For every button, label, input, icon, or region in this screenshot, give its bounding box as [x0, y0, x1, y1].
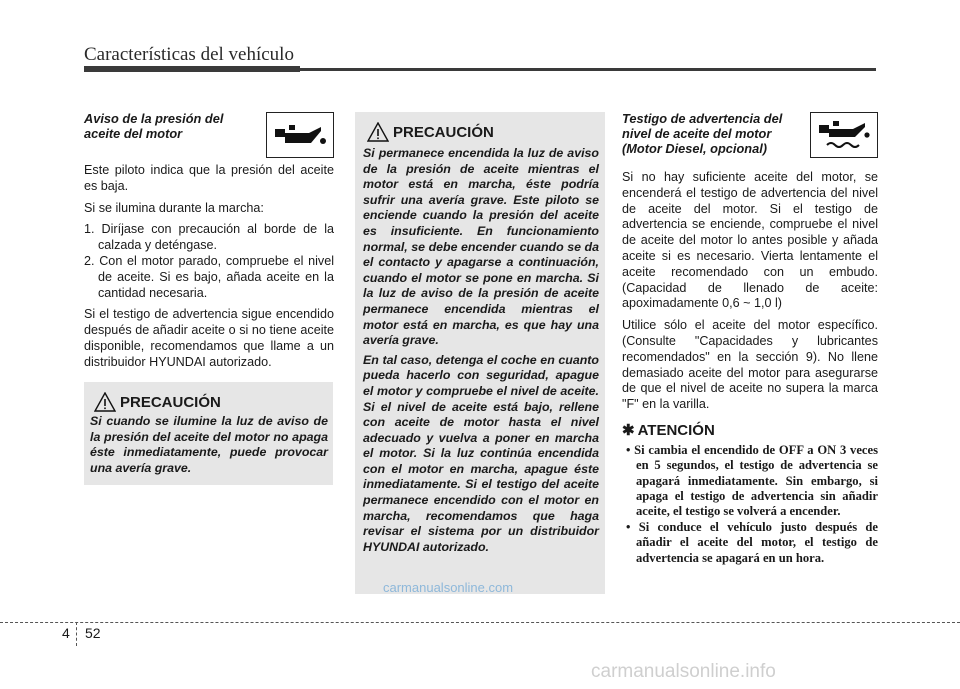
oil-level-description: Si no hay suficiente aceite del motor, se encenderá el testigo de advertencia del nivel de aceite del motor. Si el testigo de advertencia se enciende, compruebe el nivel de aceite del motor lo antes posible y añada aceite si es necesario. Vierta lentamente el aceite recomendado con un embudo. (Capacidad de llenado de aceite: apoximadamente 0,6 ~ 1,0 l): [622, 170, 878, 311]
watermark-center: carmanualsonline.com: [383, 580, 514, 595]
atencion-star-icon: ✱: [622, 421, 635, 439]
oil-level-icon: [810, 112, 878, 158]
warning-triangle-icon: [94, 392, 116, 412]
oil-pressure-title: Aviso de la presión del aceite del motor: [84, 111, 224, 141]
page-divider: [76, 622, 77, 646]
oil-pressure-icon: [266, 112, 334, 158]
page-number: 52: [85, 625, 101, 641]
list-item: 2. Con el motor parado, compruebe el nivel de aceite. Si es bajo, añada aceite en la cantidad necesaria.: [84, 253, 334, 300]
caution-text: [363, 146, 599, 559]
caution-paragraph: Si permanece encendida la luz de aviso de la presión de aceite mientras el motor está en marcha, éste podría sufrir una avería grave. Este piloto se enciende cuando la presión del aceite es insuficiente. En funcionamiento normal, se debe encender cuando se da el contacto y apagarse a continuación, cuando el motor se pone en marcha. Si la luz de aviso de la presión de aceite permanece encendida mientras el motor está en marcha, es que hay una avería grave.: [363, 146, 599, 348]
watermark-bottom: carmanualsonline.info: [591, 661, 776, 682]
oil-level-title: Testigo de advertencia del nivel de aceite del motor (Motor Diesel, opcional): [622, 111, 783, 156]
caution-title: PRECAUCIÓN: [120, 393, 221, 411]
caution-text: Si cuando se ilumine la luz de aviso de la presión del aceite del motor no apaga éste inmediatamente, puede provocar una avería grave.: [90, 414, 328, 475]
page-header-title: Características del vehículo: [84, 44, 294, 65]
caution-title: PRECAUCIÓN: [393, 123, 494, 141]
caution-header: [94, 392, 221, 412]
oil-pressure-note: Si el testigo de advertencia sigue encendido después de añadir aceite o si no tiene aceite disponible, recomendamos que llame a un distribuidor HYUNDAI autorizado.: [84, 307, 334, 369]
caution-header: [367, 122, 494, 142]
oil-level-note: Utilice sólo el aceite del motor específico. (Consulte "Capacidades y lubricantes recomendados" en la sección 9). No llene demasiado aceite del motor para asegurarse de que el nivel de aceite no supera la marca "F" en la varilla.: [622, 318, 878, 412]
atencion-header: [622, 423, 878, 439]
header-rule-accent: [84, 66, 300, 72]
oil-pressure-condition: Si se ilumina durante la marcha:: [84, 200, 264, 215]
atencion-list: [622, 443, 878, 566]
oil-pressure-steps: [84, 222, 334, 301]
page-chapter: 4: [62, 625, 70, 641]
caution-box-large: [355, 112, 605, 594]
oil-level-section: [622, 111, 878, 566]
list-item: • Si conduce el vehículo justo después de añadir el aceite del motor, el testigo de advertencia se apagará en un hora.: [626, 519, 878, 565]
list-item: • Si cambia el encendido de OFF a ON 3 veces en 5 segundos, el testigo de advertencia se apagará inmediatamente. Sin embargo, si apaga el testigo de advertencia sin añadir aceite, el testigo se volverá a encender.: [626, 442, 878, 519]
caution-box-small: [84, 382, 333, 485]
list-item: 1. Diríjase con precaución al borde de la calzada y deténgase.: [84, 222, 334, 253]
footer-rule: [0, 622, 960, 623]
atencion-title: ATENCIÓN: [637, 421, 715, 439]
caution-paragraph: En tal caso, detenga el coche en cuanto pueda hacerlo con seguridad, apague el motor y compruebe el nivel de aceite. Si el nivel de aceite está bajo, rellene con aceite de motor hasta el nivel adecuado y vuelva a poner en marcha el motor. Si la luz continúa encendida con el motor en marcha, apague éste inmediatamente. Si el testigo del aceite permanece encendido con el motor en marcha, recomendamos que haga revisar el sistema por un distribuidor HYUNDAI autorizado.: [363, 352, 599, 554]
warning-triangle-icon: [367, 122, 389, 142]
oil-pressure-intro: Este piloto indica que la presión del aceite es baja.: [84, 163, 334, 193]
